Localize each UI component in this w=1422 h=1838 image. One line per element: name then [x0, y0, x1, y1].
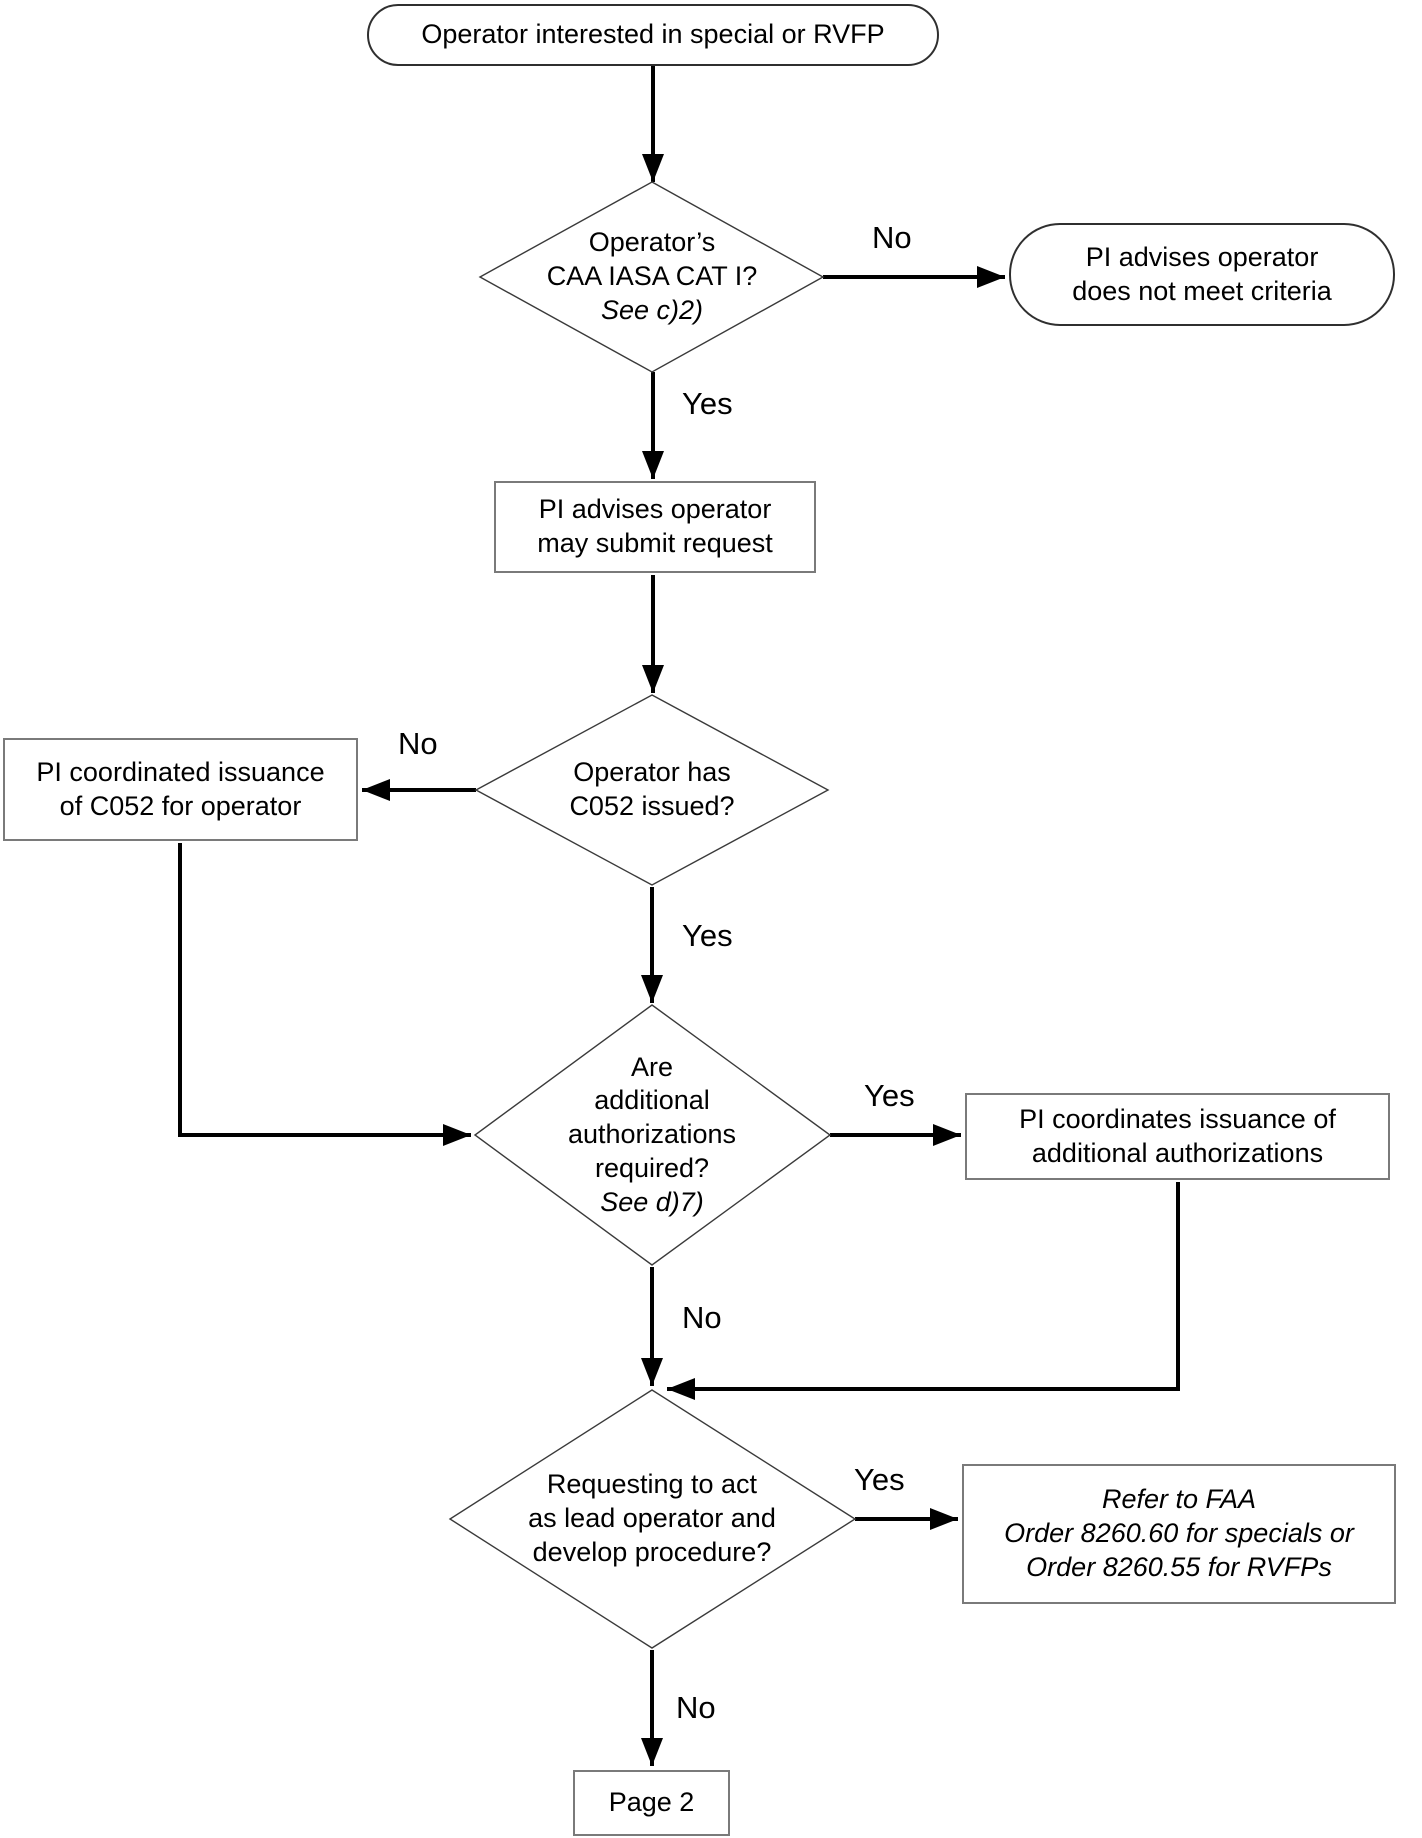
decision-lead-operator-text [452, 1454, 852, 1584]
decision-c052-line2: C052 issued? [569, 791, 735, 821]
page2-label: Page 2 [608, 1787, 695, 1818]
decision-c052-line1: Operator has [573, 757, 731, 788]
refer-faa-line3: Order 8260.55 for RVFPs [1026, 1551, 1332, 1582]
may-submit-process [494, 481, 816, 573]
decision-c052-text [487, 740, 817, 840]
not-meet-terminator [1009, 223, 1395, 326]
start-terminator-label: Operator interested in special or RVFP [421, 19, 885, 50]
issue-addl-line2: additional authorizations [1031, 1137, 1324, 1168]
edge-label-cat1-yes: Yes [682, 386, 733, 421]
decision-caa-iasa-line1: Operator’s [588, 227, 716, 258]
decision-addl-line3: authorizations [567, 1119, 737, 1150]
edge-label-cat1-no: No [872, 220, 912, 255]
decision-lead-line2: as lead operator and [528, 1503, 776, 1534]
issue-addl-line1: PI coordinates issuance of [1019, 1103, 1336, 1134]
start-terminator [367, 4, 939, 66]
issue-c052-line1: PI coordinated issuance [36, 756, 325, 787]
edge-label-c052-yes: Yes [682, 918, 733, 953]
not-meet-line2: does not meet criteria [1072, 275, 1332, 306]
refer-faa-line1: Refer to FAA [1101, 1484, 1257, 1515]
decision-addl-note: See d)7) [600, 1186, 704, 1217]
decision-addl-line1: Are [630, 1051, 674, 1082]
decision-lead-line1: Requesting to act [546, 1469, 758, 1500]
issue-c052-process [3, 738, 358, 841]
decision-caa-iasa-line2: CAA IASA CAT I? [546, 261, 758, 292]
edge-label-lead-yes: Yes [854, 1462, 905, 1497]
decision-addl-line2: additional [594, 1085, 710, 1116]
issue-additional-auth-process [965, 1093, 1390, 1180]
may-submit-line1: PI advises operator [538, 494, 772, 525]
refer-faa-process [962, 1464, 1396, 1604]
edge-label-addl-no: No [682, 1300, 722, 1335]
decision-caa-iasa-text [482, 212, 822, 342]
edge-label-c052-no: No [398, 726, 438, 761]
decision-addl-line4: required? [594, 1152, 710, 1183]
may-submit-line2: may submit request [537, 528, 773, 558]
issue-c052-line2: of C052 for operator [59, 790, 302, 821]
page2-process [573, 1770, 730, 1836]
decision-additional-auth-text [502, 1048, 802, 1222]
edge-issuec052-to-addl [180, 843, 471, 1135]
decision-lead-line3: develop procedure? [532, 1536, 772, 1567]
decision-caa-iasa-note: See c)2) [600, 294, 704, 325]
not-meet-line1: PI advises operator [1085, 241, 1319, 272]
edge-label-lead-no: No [676, 1690, 716, 1725]
refer-faa-line2: Order 8260.60 for specials or [1004, 1518, 1354, 1549]
edge-label-addl-yes: Yes [864, 1078, 915, 1113]
